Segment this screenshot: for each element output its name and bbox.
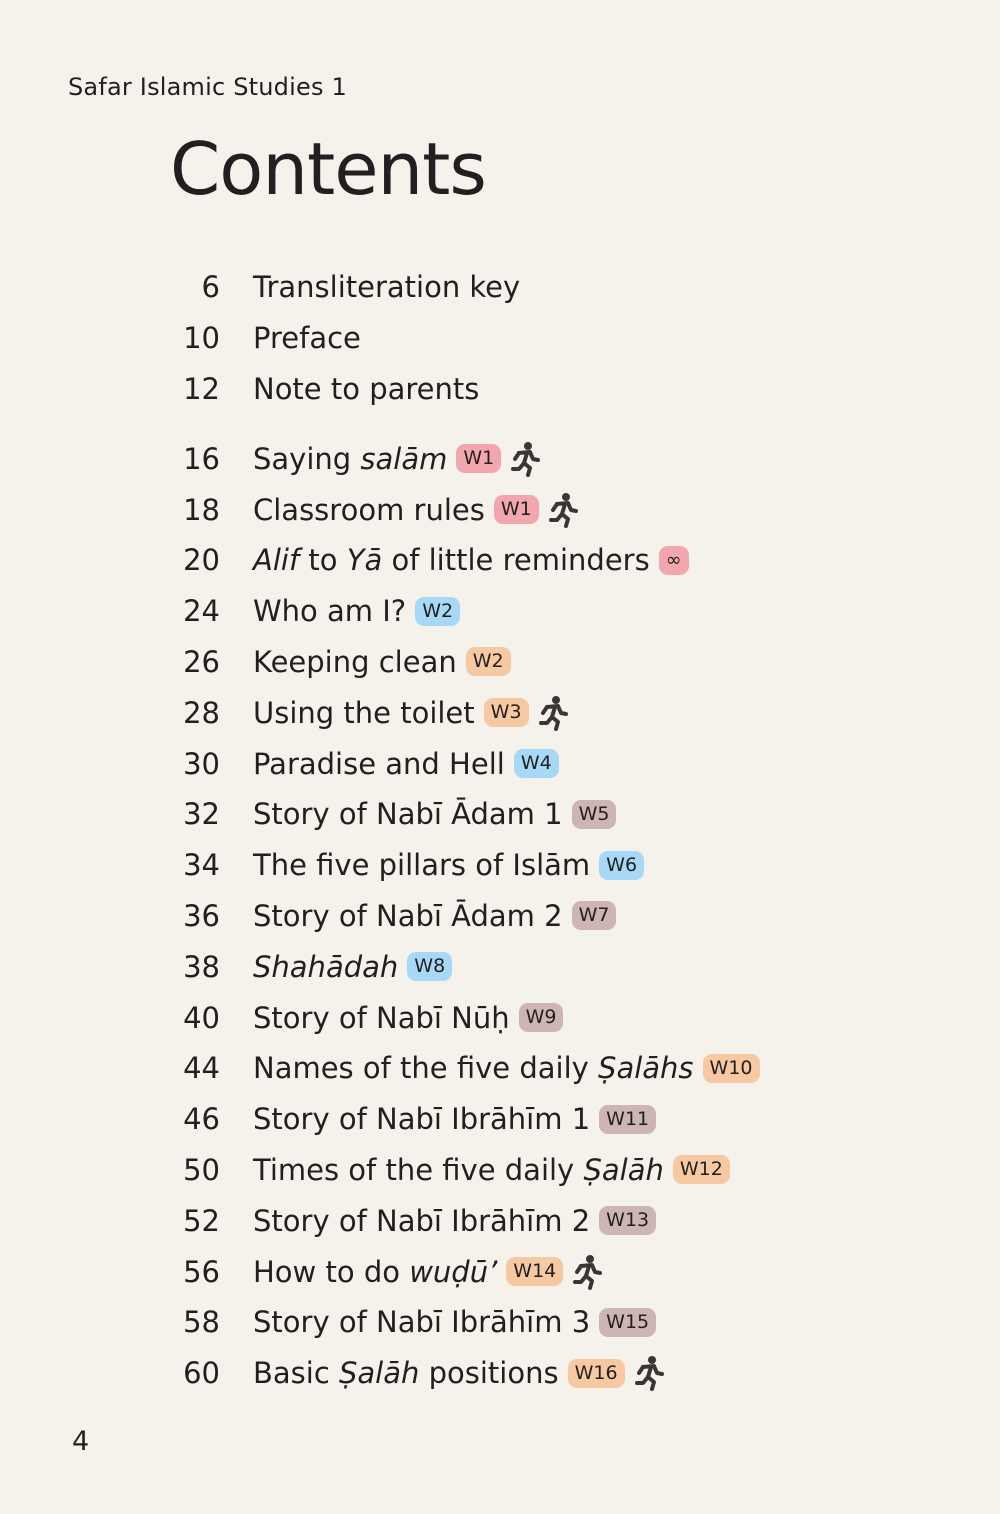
worksheet-badge: W8 xyxy=(407,952,452,981)
toc-entry[interactable] xyxy=(0,586,1000,637)
toc-entry[interactable] xyxy=(0,1094,1000,1145)
toc-page-number: 30 xyxy=(183,746,220,781)
page-title: Contents xyxy=(170,127,486,211)
toc-title: Story of Nabī Ibrāhīm 1 W11 xyxy=(253,1102,656,1136)
toc-page-number: 26 xyxy=(183,644,220,679)
page-number: 4 xyxy=(72,1426,90,1457)
toc-title: Paradise and Hell W4 xyxy=(253,747,559,781)
toc-entry[interactable] xyxy=(0,891,1000,942)
toc-entry[interactable] xyxy=(0,1145,1000,1196)
toc-entry[interactable] xyxy=(0,840,1000,891)
worksheet-badge: W3 xyxy=(484,698,529,727)
worksheet-badge: W2 xyxy=(466,647,511,676)
toc-entry[interactable] xyxy=(0,313,1000,364)
toc-page-number: 46 xyxy=(183,1102,220,1137)
toc-page-number: 18 xyxy=(183,492,220,527)
toc-entry[interactable] xyxy=(0,1195,1000,1246)
toc-page-number: 28 xyxy=(183,695,220,730)
toc-entry[interactable] xyxy=(0,789,1000,840)
toc-title: How to do wuḍū’ W14 xyxy=(253,1254,602,1290)
toc-title: Story of Nabī Ādam 1 W5 xyxy=(253,797,616,831)
toc-page-number: 58 xyxy=(183,1305,220,1340)
toc-page-number: 38 xyxy=(183,949,220,984)
toc-entry[interactable] xyxy=(0,535,1000,586)
worksheet-badge: W5 xyxy=(572,800,617,829)
toc-entry[interactable] xyxy=(0,433,1000,484)
worksheet-badge: W14 xyxy=(506,1257,563,1286)
toc-title: Times of the five daily Ṣalāh W12 xyxy=(253,1153,730,1187)
worksheet-badge: W16 xyxy=(568,1359,625,1388)
toc-title: Shahādah W8 xyxy=(253,950,452,984)
toc-page-number: 56 xyxy=(183,1254,220,1289)
toc-page-number: 16 xyxy=(183,441,220,476)
running-figure-icon xyxy=(572,1254,602,1290)
toc-title: Basic Ṣalāh positions W16 xyxy=(253,1355,664,1391)
worksheet-badge: W1 xyxy=(494,495,539,524)
toc-entry[interactable] xyxy=(0,1246,1000,1297)
toc-page-number: 40 xyxy=(183,1000,220,1035)
toc-title: Alif to Yā of little reminders ∞ xyxy=(253,543,689,577)
toc-title: Story of Nabī Ibrāhīm 3 W15 xyxy=(253,1305,656,1339)
toc-title: Note to parents xyxy=(253,371,480,406)
toc-page-number: 32 xyxy=(183,797,220,832)
worksheet-badge: W9 xyxy=(519,1003,564,1032)
running-figure-icon xyxy=(538,695,568,731)
worksheet-badge: ∞ xyxy=(659,546,689,575)
toc-title: Saying salām W1 xyxy=(253,441,540,477)
toc-page-number: 44 xyxy=(183,1051,220,1086)
worksheet-badge: W13 xyxy=(599,1206,656,1235)
worksheet-badge: W15 xyxy=(599,1308,656,1337)
toc-entry[interactable] xyxy=(0,687,1000,738)
toc-page-number: 52 xyxy=(183,1203,220,1238)
toc-entry[interactable] xyxy=(0,262,1000,313)
worksheet-badge: W12 xyxy=(673,1155,730,1184)
toc-page-number: 34 xyxy=(183,848,220,883)
toc-title: Using the toilet W3 xyxy=(253,695,568,731)
toc-title: Names of the five daily Ṣalāhs W10 xyxy=(253,1051,760,1085)
toc-entry[interactable] xyxy=(0,637,1000,688)
toc-page-number: 10 xyxy=(183,321,220,356)
worksheet-badge: W1 xyxy=(456,444,501,473)
toc-entry[interactable] xyxy=(0,992,1000,1043)
contents-list xyxy=(0,262,1000,1399)
worksheet-badge: W7 xyxy=(572,901,617,930)
toc-entry[interactable] xyxy=(0,1043,1000,1094)
toc-page-number: 60 xyxy=(183,1356,220,1391)
toc-entry[interactable] xyxy=(0,941,1000,992)
toc-title: The five pillars of Islām W6 xyxy=(253,848,644,882)
worksheet-badge: W6 xyxy=(599,851,644,880)
toc-page-number: 36 xyxy=(183,898,220,933)
worksheet-badge: W2 xyxy=(415,597,460,626)
toc-title: Story of Nabī Ādam 2 W7 xyxy=(253,899,616,933)
toc-entry[interactable] xyxy=(0,1348,1000,1399)
toc-entry[interactable] xyxy=(0,1297,1000,1348)
toc-title: Classroom rules W1 xyxy=(253,492,578,528)
toc-title: Preface xyxy=(253,321,361,356)
worksheet-badge: W11 xyxy=(599,1105,656,1134)
toc-entry[interactable] xyxy=(0,738,1000,789)
toc-title: Who am I? W2 xyxy=(253,594,460,628)
toc-title: Story of Nabī Nūḥ W9 xyxy=(253,1001,563,1035)
worksheet-badge: W10 xyxy=(703,1054,760,1083)
running-figure-icon xyxy=(634,1355,664,1391)
running-figure-icon xyxy=(510,441,540,477)
toc-title: Story of Nabī Ibrāhīm 2 W13 xyxy=(253,1204,656,1238)
toc-entry[interactable] xyxy=(0,364,1000,415)
worksheet-badge: W4 xyxy=(514,749,559,778)
toc-page-number: 50 xyxy=(183,1152,220,1187)
toc-page-number: 24 xyxy=(183,594,220,629)
toc-page-number: 12 xyxy=(183,371,220,406)
toc-title: Transliteration key xyxy=(253,270,521,305)
running-figure-icon xyxy=(548,492,578,528)
toc-page-number: 6 xyxy=(201,270,220,305)
toc-page-number: 20 xyxy=(183,543,220,578)
toc-entry[interactable] xyxy=(0,484,1000,535)
running-header: Safar Islamic Studies 1 xyxy=(68,73,347,101)
toc-title: Keeping clean W2 xyxy=(253,645,511,679)
